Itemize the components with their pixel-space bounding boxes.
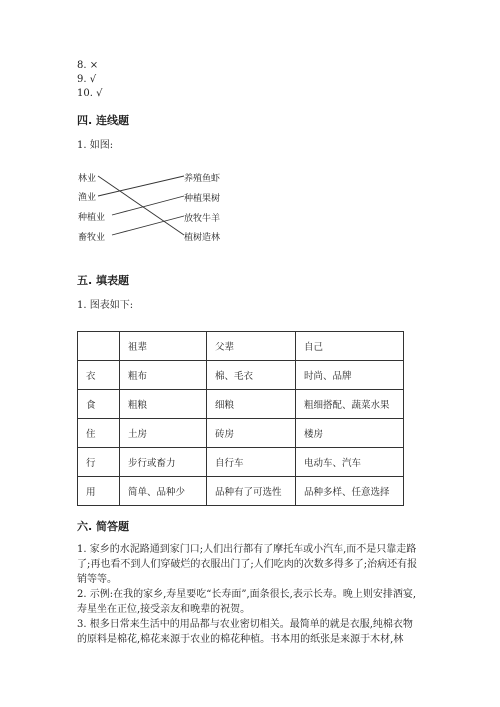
table-cell: 粗细搭配、蔬菜水果 xyxy=(296,390,404,419)
answer-mark: √ xyxy=(89,74,97,85)
section-heading-matching: 四. 连线题 xyxy=(77,114,130,127)
table-row xyxy=(78,419,404,448)
answer-number: 10. xyxy=(77,88,93,99)
line-fishery-fish xyxy=(98,176,184,196)
table-cell: 简单、品种少 xyxy=(120,477,207,506)
table-cell: 品种多样、任意选择 xyxy=(296,477,404,506)
answer-paragraph-2: 2. 示例:在我的家乡,寿星要吃“长寿面”,面条很长,表示长寿。晚上则安排酒宴,寿星坐在正位,接受亲友和晚辈的祝贺。 xyxy=(77,589,417,615)
matching-intro: 1. 如图: xyxy=(77,140,114,151)
row-label: 用 xyxy=(78,477,120,506)
left-item-husbandry: 畜牧业 xyxy=(78,233,106,243)
header-cell: 自己 xyxy=(296,332,404,361)
row-label: 住 xyxy=(78,419,120,448)
line-husbandry-grazing xyxy=(112,216,184,235)
table-cell: 土房 xyxy=(120,419,207,448)
header-cell: 祖辈 xyxy=(120,332,207,361)
answer-number: 8. xyxy=(77,60,87,71)
header-cell: 父辈 xyxy=(207,332,296,361)
line-forestry-afforest xyxy=(98,176,184,235)
table-row xyxy=(78,390,404,419)
table-header-row xyxy=(78,332,404,361)
line-planting-fruit xyxy=(112,196,184,215)
table-cell: 电动车、汽车 xyxy=(296,448,404,477)
table-cell: 棉、毛衣 xyxy=(207,361,296,390)
section-heading-table: 五. 填表题 xyxy=(77,274,130,287)
table-cell: 细粮 xyxy=(207,390,296,419)
table-row xyxy=(78,361,404,390)
right-item-fruit: 种植果树 xyxy=(184,194,221,204)
table-cell: 楼房 xyxy=(296,419,404,448)
table-cell: 砖房 xyxy=(207,419,296,448)
table-row xyxy=(78,448,404,477)
table-cell: 品种有了可选性 xyxy=(207,477,296,506)
row-label: 衣 xyxy=(78,361,120,390)
section-heading-short-answer: 六. 简答题 xyxy=(77,520,130,533)
table-cell: 步行或畜力 xyxy=(120,448,207,477)
right-item-grazing: 放牧牛羊 xyxy=(184,214,221,224)
left-item-fishery: 渔业 xyxy=(78,193,97,203)
answer-number: 9. xyxy=(77,74,87,85)
row-label: 食 xyxy=(78,390,120,419)
right-item-afforest: 植树造林 xyxy=(184,233,221,243)
table-intro: 1. 图表如下: xyxy=(77,300,134,311)
right-item-fish: 养殖鱼虾 xyxy=(184,174,221,184)
row-label: 行 xyxy=(78,448,120,477)
left-item-planting: 种植业 xyxy=(78,213,106,223)
table-cell: 粗布 xyxy=(120,361,207,390)
table-row xyxy=(78,477,404,506)
answer-mark: × xyxy=(89,60,99,71)
table-cell: 自行车 xyxy=(207,448,296,477)
answer-mark: √ xyxy=(96,88,103,99)
answer-paragraph-1: 1. 家乡的水泥路通到家门口;人们出行都有了摩托车或小汽车,而不是只靠走路了;再也看不到人们穿破烂的衣服出门了;人们吃肉的次数多得多了;治病还有报销等等。 xyxy=(77,544,418,585)
table-cell: 粗粮 xyxy=(120,390,207,419)
answer-paragraph-3: 3. 根多日常来生活中的用品都与农业密切相关。最简单的就是衣服,纯棉衣物的原料是棉花,棉花来源于农业的棉花种植。书本用的纸张是来源于木材,林 xyxy=(77,619,413,645)
left-item-forestry: 林业 xyxy=(78,174,97,184)
table-cell: 时尚、品牌 xyxy=(296,361,404,390)
header-cell xyxy=(78,332,120,361)
matching-lines xyxy=(0,0,500,300)
comparison-table xyxy=(77,331,404,506)
